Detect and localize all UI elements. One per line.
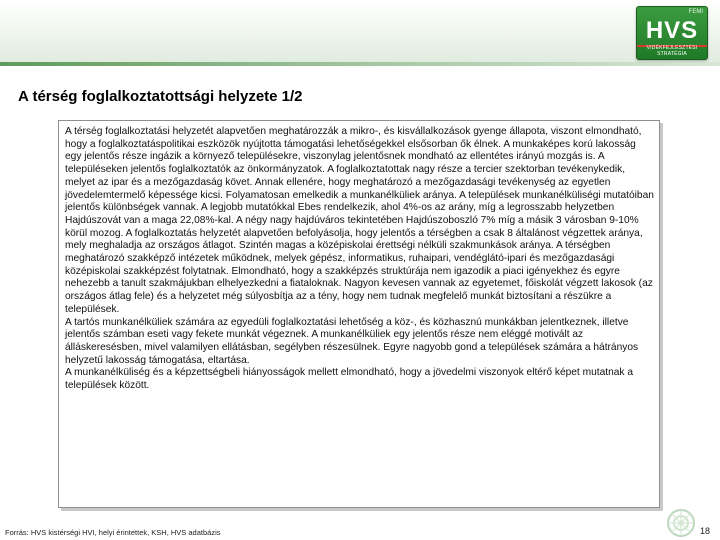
logo-text: HVS [645, 17, 699, 44]
footer-source: Forrás: HVS kistérségi HVI, helyi érintettek, KSH, HVS adatbázis [5, 528, 221, 537]
logo-subtitle: VIDÉKFEJLESZTÉSI STRATÉGIA [646, 45, 698, 57]
header-divider [0, 62, 720, 66]
page-number: 18 [700, 526, 711, 536]
paragraph-income: A munkanélküliség és a képzettségbeli hiányosságok mellett elmondható, hogy a jövedelmi viszonyok eltérő képet mutatnak a települések között. [65, 367, 633, 392]
decorative-wheel-icon [666, 508, 696, 538]
logo-top-text: FEMI [688, 9, 703, 15]
paragraph-long-term-unemployed: A tartós munkanélküliek számára az egyedüli foglalkoztatási lehetőség a köz-, és közhasznú munkákban jelentkeznek, illetve jelentős számban eseti vagy fekete munkát végeznek. A munkanélküliek egy jelentős része nem eléggé motivált az álláskeresésben, mivel valamilyen ellátásban, segélyben részesülnek. Egyre nagyobb gond a települések számára a hátrányos helyzetű lakosság támogatása, eltartása. [65, 316, 639, 366]
slide-title: A térség foglalkoztatottsági helyzete 1/2 [18, 88, 303, 105]
paragraph-main: A térség foglalkoztatási helyzetét alapvetően meghatározzák a mikro-, és kisvállalkozások gyenge állapota, viszont elmondható, hogy a foglalkoztatáspolitikai eszközök nyújtotta támogatási lehetőségekkel elsősorban ők élnek. A munkaképes korú lakosság egy jelentős része ingázik a környező településekre, viszonylag jelentősnek mondható az ellentétes irányú mozgás is. A településeken jelentős foglalkoztatók az önkormányzatok. A foglalkoztatottak nagy része a tercier szektorban tevékenykedik, melyet az ipar és a mezőgazdaság követ. Annak ellenére, hogy meghatározó a mezőgazdasági tevékenység az egyetlen jövedelemtermelő képessége kicsi. Folyamatosan emelkedik a munkanélküliek aránya. A települések munkanélküliségi mutatóiban jelentős különbségek vannak. A legjobb mutatókkal Ebes rendelkezik, ahol 4%-os az arány, míg a legrosszabb helyzetben Hajdúszovát van a maga 22,08%-kal. A négy nagy hajdúváros tekintetében Hajdúszoboszló 7% míg a másik 3 városban 9-10% körül mozog. A foglalkoztatás helyzetét alapvetően befolyásolja, hogy jelentős a térségben a csak 8 általánost végzettek aránya, mely meghaladja az országos átlagot. Szintén magas a középiskolai érettségi nélküli szakmunkások aránya. A térségben meghatározó szakképző intézetek működnek, melyek gépész, informatikus, ruhaipari, vendéglátó-ipari és mezőgazdasági középiskolai szakképzést folytatnak. Elmondható, hogy a szakképzés struktúrája nem igazodik a piaci igényekhez és egyre nehezebb a tanult szakmájukban elhelyezkedni a fiataloknak. Nagyon kevesen vannak az egyetemet, főiskolát végzett lakosok (az országos átlag fele) és a helyzetet még súlyosbítja az a tény, hogy nem tudnak megfelelő munkát biztosítani a részükre a települések. [65, 126, 654, 315]
hvs-logo [636, 6, 708, 60]
header-band [0, 0, 720, 62]
content-text-box [58, 120, 660, 508]
